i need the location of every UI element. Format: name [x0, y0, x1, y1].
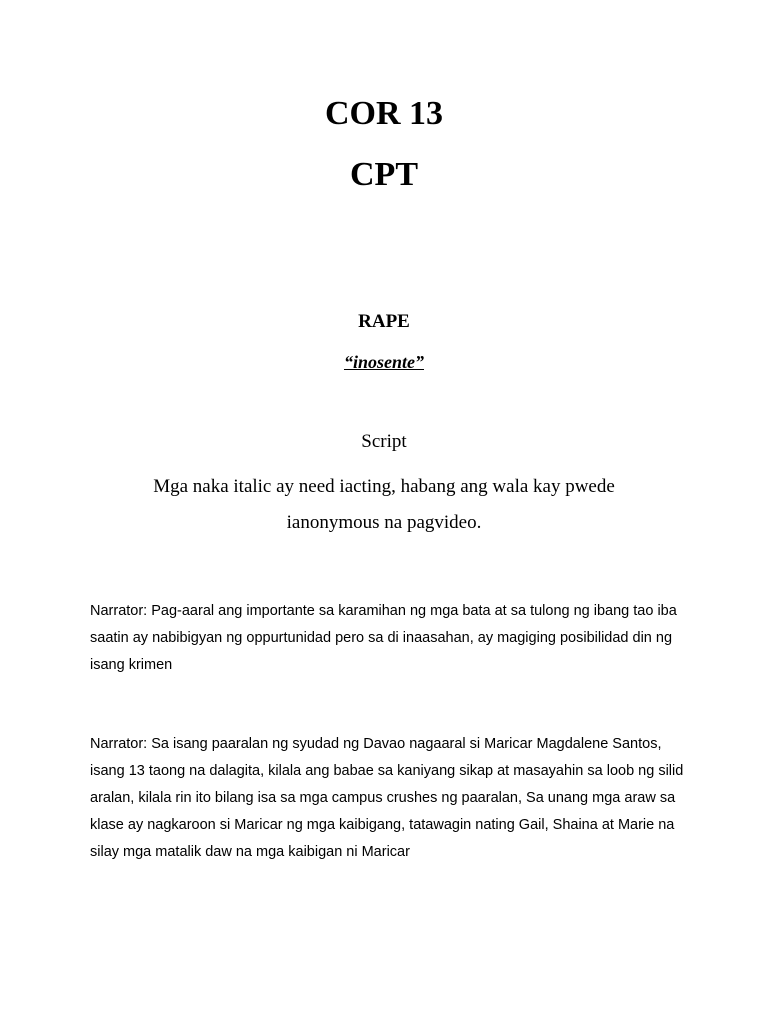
- document-title-type: CPT: [350, 156, 418, 193]
- subject-heading: RAPE: [358, 311, 410, 332]
- subtitle-heading: “inosente”: [343, 352, 424, 372]
- document-title-code: COR 13: [324, 95, 444, 132]
- narrator-paragraph-2: Narrator: Sa isang paaralan ng syudad ng Davao nagaaral si Maricar Magdalene Santos, isang 13 taong na dalagita, kilala ang babae sa kaniyang sikap at masayahin sa loob ng silid aralan, kilala rin ito bilang isa sa mga campus crushes ng paaralan, Sa unang mga araw sa klase ay nagkaroon si Maricar ng mga kaibigang, tatawagin nating Gail, Shaina at Marie na silay mga matalik daw na mga kaibigan ni Maricar: [90, 736, 684, 860]
- script-instruction: Mga naka italic ay need iacting, habang ang wala kay pwede ianonymous na pagvideo.: [153, 476, 615, 533]
- narrator-paragraph-1: Narrator: Pag-aaral ang importante sa karamihan ng mga bata at sa tulong ng ibang tao iba saatin ay nabibigyan ng oppurtunidad pero sa di inaasahan, ay magiging posibilidad din ng isang krimen: [90, 603, 677, 673]
- script-label: Script: [361, 431, 407, 452]
